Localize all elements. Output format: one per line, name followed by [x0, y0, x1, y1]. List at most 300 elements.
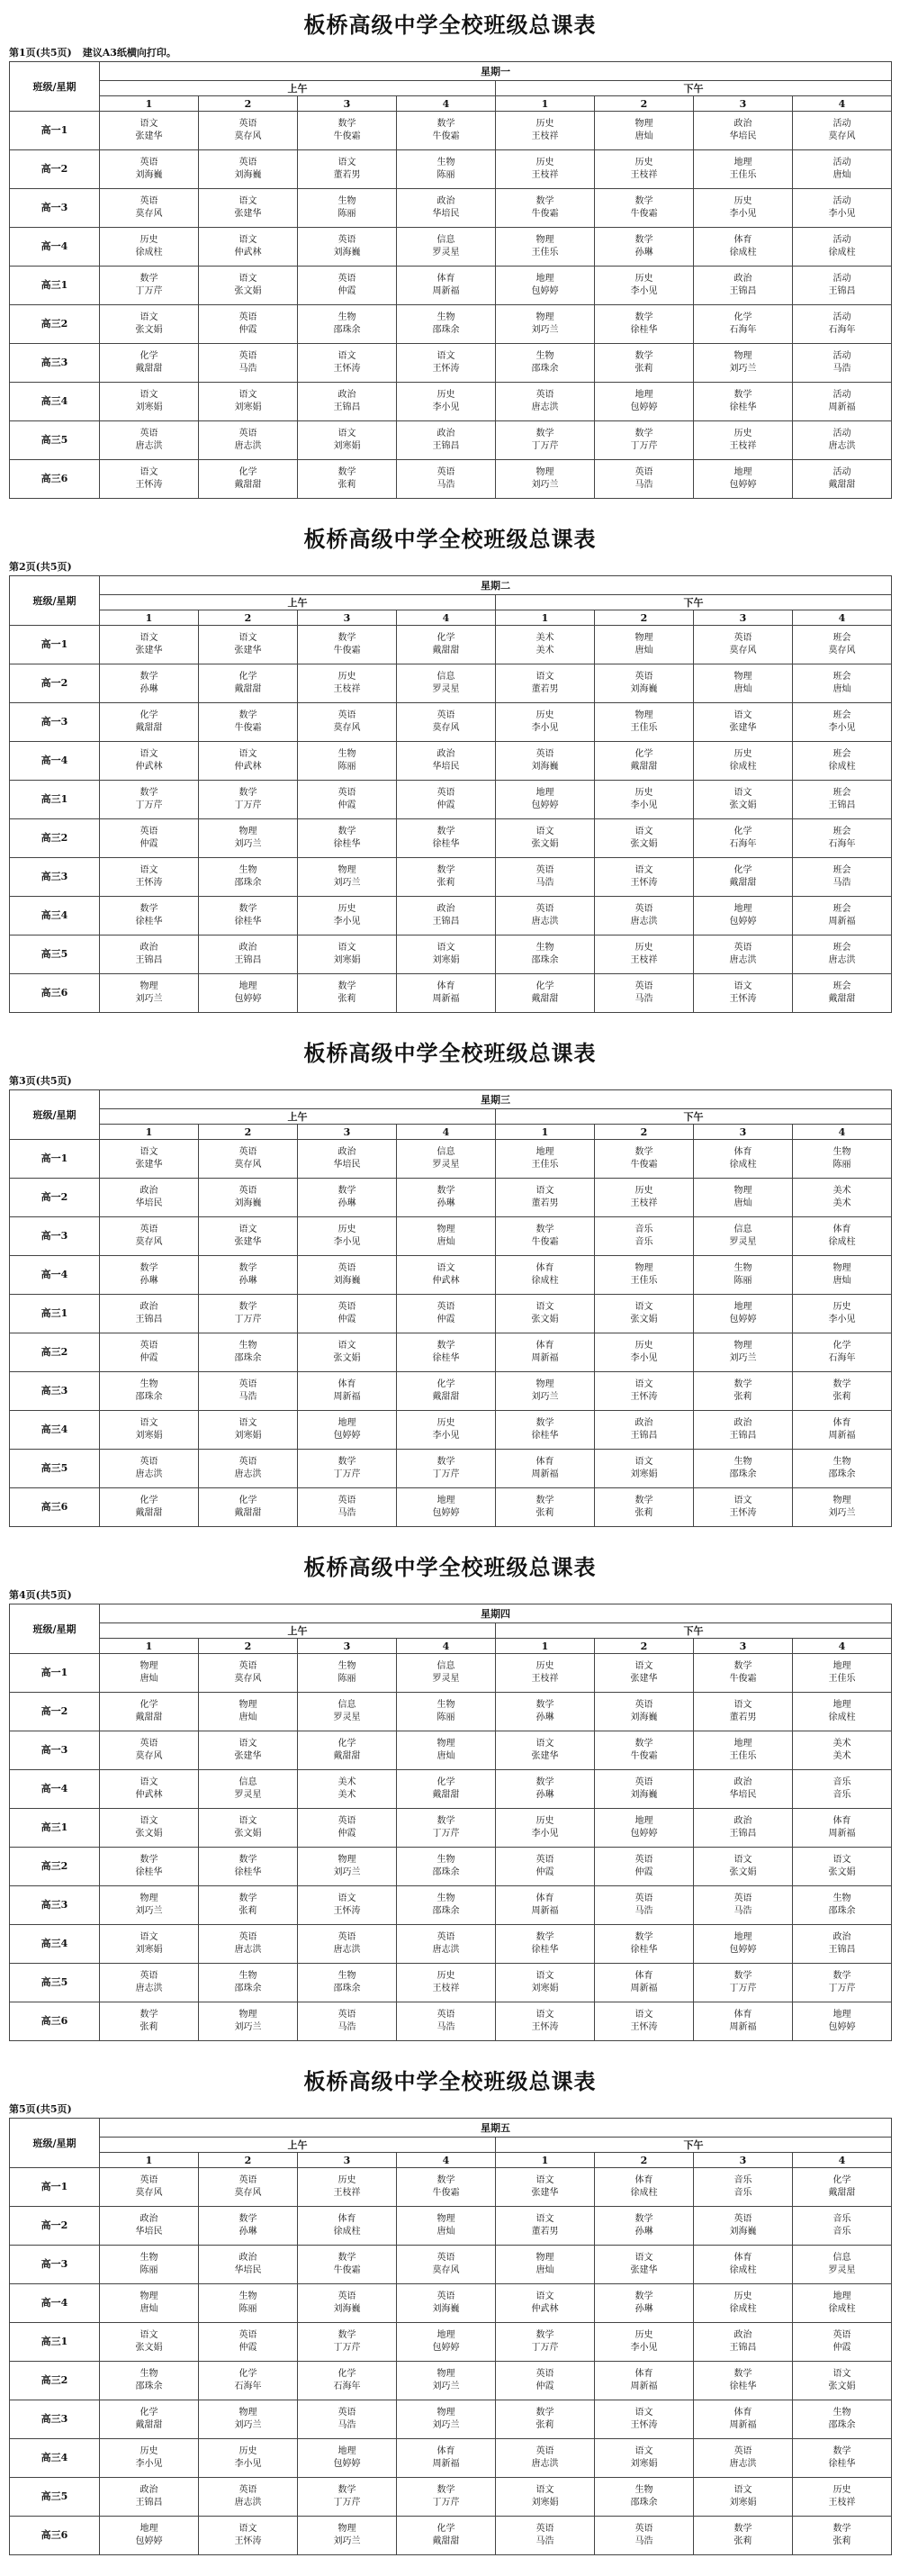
lesson-cell: [298, 703, 397, 742]
class-name: 高三5: [10, 1450, 100, 1488]
teacher: 张文娟: [135, 2343, 163, 2353]
subject: 信息: [238, 1777, 257, 1787]
teacher: 李小见: [630, 286, 658, 296]
subject: 生物: [536, 351, 554, 361]
teacher: 莫存风: [828, 131, 856, 141]
lesson-cell: [298, 2207, 397, 2246]
teacher: 张文娟: [729, 800, 757, 810]
period-number: 2: [595, 1125, 694, 1140]
subject: 活动: [832, 119, 851, 129]
subject: 英语: [140, 196, 158, 206]
lesson-cell: [496, 1179, 595, 1217]
subject: 历史: [634, 2330, 653, 2340]
teacher: 戴甜甜: [135, 1713, 163, 1722]
teacher: 刘寒娟: [234, 1431, 262, 1441]
table-row: [10, 1333, 892, 1372]
teacher: 丁万芹: [531, 2343, 559, 2353]
table-row: [10, 1450, 892, 1488]
subject: 物理: [734, 672, 752, 682]
teacher: 王锦昌: [135, 2498, 163, 2508]
lesson-cell: [496, 781, 595, 819]
subject: 化学: [436, 2524, 455, 2534]
lesson-cell: [100, 1964, 199, 2002]
teacher: 刘海巍: [531, 762, 559, 772]
class-name: 高一2: [10, 1179, 100, 1217]
period-number: 1: [496, 2153, 595, 2168]
teacher: 张文娟: [630, 839, 658, 849]
lesson-cell: [595, 1925, 694, 1964]
lesson-cell: [199, 150, 298, 189]
subject: 历史: [338, 1225, 356, 1234]
lesson-cell: [496, 1925, 595, 1964]
teacher: 马浩: [436, 2022, 455, 2032]
lesson-cell: [298, 2323, 397, 2362]
lesson-cell: [199, 2168, 298, 2207]
subject: 英语: [338, 2408, 356, 2418]
teacher: 莫存风: [828, 646, 856, 655]
subject: 数学: [536, 1932, 554, 1942]
lesson-cell: [100, 1295, 199, 1333]
lesson-cell: [397, 1731, 496, 1770]
subject: 体育: [634, 2369, 653, 2379]
subject: 数学: [832, 1379, 851, 1389]
table-row: [10, 189, 892, 228]
subject: 数学: [634, 429, 653, 438]
lesson-cell: [397, 2362, 496, 2400]
teacher: 丁万芹: [828, 1984, 856, 1993]
teacher: 仲霞: [338, 286, 356, 296]
subject: 化学: [338, 2369, 356, 2379]
subject: 生物: [238, 2291, 257, 2301]
lesson-cell: [595, 858, 694, 897]
subject: 英语: [536, 2446, 554, 2456]
subject: 英语: [832, 2330, 851, 2340]
subject: 历史: [338, 904, 356, 914]
subject: 信息: [436, 1147, 455, 1157]
subject: 音乐: [832, 2214, 851, 2224]
lesson-cell: [793, 1488, 892, 1527]
lesson-cell: [496, 383, 595, 421]
subject: 英语: [436, 788, 455, 798]
teacher: 包婷婷: [630, 1829, 658, 1839]
teacher: 包婷婷: [432, 1508, 460, 1518]
subject: 物理: [734, 351, 752, 361]
lesson-cell: [199, 742, 298, 781]
lesson-cell: [793, 819, 892, 858]
lesson-cell: [199, 1693, 298, 1731]
lesson-cell: [298, 897, 397, 935]
table-row: [10, 2284, 892, 2323]
subject: 历史: [436, 390, 455, 400]
teacher: 周新福: [828, 1431, 856, 1441]
teacher: 邵珠余: [432, 1867, 460, 1877]
subject: 化学: [832, 2175, 851, 2185]
table-row: [10, 344, 892, 383]
teacher: 仲霞: [832, 2343, 851, 2353]
subject: 语文: [634, 827, 653, 836]
teacher: 邵珠余: [234, 1984, 262, 1993]
subject: 体育: [436, 2446, 455, 2456]
lesson-cell: [100, 1411, 199, 1450]
page-number-label: 第5页(共5页): [9, 2103, 72, 2115]
teacher: 刘巧兰: [234, 2420, 262, 2430]
subject: 数学: [238, 2214, 257, 2224]
lesson-cell: [595, 1333, 694, 1372]
teacher: 李小见: [630, 800, 658, 810]
lesson-cell: [694, 2207, 793, 2246]
teacher: 马浩: [238, 364, 257, 374]
subject: 生物: [832, 1457, 851, 1467]
lesson-cell: [595, 2362, 694, 2400]
subject: 班会: [832, 749, 851, 759]
table-row: [10, 1256, 892, 1295]
lesson-cell: [694, 2323, 793, 2362]
teacher: 马浩: [338, 2022, 356, 2032]
lesson-cell: [793, 2323, 892, 2362]
lesson-cell: [199, 1179, 298, 1217]
teacher: 仲武林: [135, 762, 163, 772]
lesson-cell: [397, 1295, 496, 1333]
lesson-cell: [397, 1179, 496, 1217]
table-row: [10, 1372, 892, 1411]
teacher: 周新福: [729, 2420, 757, 2430]
teacher: 莫存风: [333, 723, 361, 733]
teacher: 刘巧兰: [432, 2382, 460, 2391]
subject: 英语: [734, 2214, 752, 2224]
lesson-cell: [595, 383, 694, 421]
lesson-cell: [694, 2002, 793, 2041]
teacher: 刘寒娟: [135, 402, 163, 412]
teacher: 包婷婷: [630, 402, 658, 412]
subject: 语文: [238, 2524, 257, 2534]
lesson-cell: [496, 1848, 595, 1886]
lesson-cell: [793, 267, 892, 305]
subject: 历史: [140, 2446, 158, 2456]
subject: 政治: [734, 1816, 752, 1826]
subject: 语文: [140, 467, 158, 477]
period-number: 4: [397, 610, 496, 626]
subject: 语文: [140, 1147, 158, 1157]
teacher: 王怀涛: [630, 878, 658, 888]
lesson-cell: [298, 2362, 397, 2400]
subject: 英语: [536, 865, 554, 875]
teacher: 包婷婷: [135, 2536, 163, 2546]
lesson-cell: [793, 1372, 892, 1411]
subject: 语文: [140, 119, 158, 129]
teacher: 徐桂华: [729, 402, 757, 412]
subject: 体育: [734, 235, 752, 245]
teacher: 唐志洪: [234, 1469, 262, 1479]
lesson-cell: [199, 1140, 298, 1179]
class-name: 高一3: [10, 1217, 100, 1256]
subject: 英语: [238, 119, 257, 129]
lesson-cell: [793, 742, 892, 781]
subject: 数学: [634, 2214, 653, 2224]
subject: 班会: [832, 633, 851, 643]
teacher: 刘海巍: [234, 170, 262, 180]
teacher: 邵珠余: [531, 955, 559, 965]
table-row: [10, 421, 892, 460]
subject: 数学: [238, 1263, 257, 1273]
subject: 生物: [436, 1855, 455, 1865]
lesson-cell: [397, 112, 496, 150]
table-row: [10, 2323, 892, 2362]
table-row: [10, 1179, 892, 1217]
teacher: 丁万芹: [234, 1315, 262, 1324]
teacher: 孙琳: [634, 2304, 653, 2314]
lesson-cell: [694, 1770, 793, 1809]
lesson-cell: [694, 1179, 793, 1217]
lesson-cell: [397, 1693, 496, 1731]
subject: 语文: [734, 1496, 752, 1505]
teacher: 周新福: [630, 2382, 658, 2391]
lesson-cell: [595, 781, 694, 819]
subject: 英语: [338, 2010, 356, 2020]
teacher: 邵珠余: [333, 1984, 361, 1993]
lesson-cell: [595, 1770, 694, 1809]
table-row: [10, 1925, 892, 1964]
table-row: [10, 742, 892, 781]
subject: 语文: [238, 633, 257, 643]
table-row: [10, 935, 892, 974]
teacher: 石海年: [729, 325, 757, 335]
lesson-cell: [496, 2400, 595, 2439]
class-name: 高三5: [10, 2478, 100, 2517]
class-name: 高三6: [10, 974, 100, 1013]
teacher: 刘巧兰: [531, 480, 559, 490]
lesson-cell: [595, 1886, 694, 1925]
lesson-cell: [100, 2478, 199, 2517]
class-name: 高三1: [10, 1809, 100, 1848]
teacher: 刘海巍: [630, 1713, 658, 1722]
lesson-cell: [595, 1179, 694, 1217]
subject: 政治: [140, 2214, 158, 2224]
teacher: 徐成柱: [729, 248, 757, 258]
class-name: 高三2: [10, 2362, 100, 2400]
subject: 体育: [536, 1341, 554, 1351]
subject: 英语: [238, 312, 257, 322]
teacher: 张莉: [338, 480, 356, 490]
subject: 美术: [832, 1186, 851, 1196]
subject: 地理: [338, 2446, 356, 2456]
lesson-cell: [100, 819, 199, 858]
lesson-cell: [496, 858, 595, 897]
lesson-cell: [496, 664, 595, 703]
lesson-cell: [793, 421, 892, 460]
teacher: 张建华: [630, 1674, 658, 1684]
teacher: 马浩: [338, 2420, 356, 2430]
teacher: 丁万芹: [135, 800, 163, 810]
lesson-cell: [397, 1809, 496, 1848]
lesson-cell: [199, 1256, 298, 1295]
subject: 物理: [140, 1894, 158, 1903]
teacher: 罗灵星: [432, 1160, 460, 1170]
lesson-cell: [199, 1411, 298, 1450]
teacher: 陈丽: [734, 1276, 752, 1286]
subject: 历史: [436, 1971, 455, 1981]
lesson-cell: [793, 2362, 892, 2400]
teacher: 罗灵星: [432, 684, 460, 694]
timetable: [9, 2118, 892, 2555]
subject: 数学: [734, 1971, 752, 1981]
teacher: 张文娟: [234, 286, 262, 296]
teacher: 莫存风: [234, 2188, 262, 2198]
lesson-cell: [199, 228, 298, 267]
subject: 政治: [338, 1147, 356, 1157]
subject: 英语: [536, 2524, 554, 2534]
teacher: 王锦昌: [630, 1431, 658, 1441]
teacher: 王锦昌: [432, 441, 460, 451]
subject: 英语: [238, 158, 257, 167]
teacher: 张莉: [832, 1392, 851, 1402]
subject: 数学: [140, 2010, 158, 2020]
teacher: 仲霞: [634, 1867, 653, 1877]
lesson-cell: [397, 1925, 496, 1964]
subject: 英语: [238, 351, 257, 361]
subject: 地理: [238, 981, 257, 991]
lesson-cell: [595, 150, 694, 189]
teacher: 华培民: [234, 2265, 262, 2275]
teacher: 马浩: [832, 364, 851, 374]
class-name: 高三5: [10, 935, 100, 974]
subject: 语文: [436, 943, 455, 953]
teacher: 张建华: [135, 131, 163, 141]
teacher: 陈丽: [436, 170, 455, 180]
teacher: 王怀涛: [432, 364, 460, 374]
period-number: 2: [199, 96, 298, 112]
subject: 生物: [536, 943, 554, 953]
teacher: 王怀涛: [333, 1906, 361, 1916]
timetable-page: [0, 1548, 900, 2062]
lesson-cell: [199, 1333, 298, 1372]
lesson-cell: [199, 2246, 298, 2284]
teacher: 徐桂华: [630, 325, 658, 335]
teacher: 刘海巍: [729, 2227, 757, 2237]
lesson-cell: [199, 2439, 298, 2478]
teacher: 刘巧兰: [135, 994, 163, 1004]
subject: 历史: [832, 2485, 851, 2495]
teacher: 刘寒娟: [729, 2498, 757, 2508]
teacher: 包婷婷: [234, 994, 262, 1004]
lesson-cell: [694, 2478, 793, 2517]
subject: 体育: [436, 274, 455, 284]
subject: 语文: [140, 1777, 158, 1787]
lesson-cell: [793, 2002, 892, 2041]
teacher: 包婷婷: [729, 1945, 757, 1955]
subject: 语文: [140, 633, 158, 643]
subject: 英语: [436, 2291, 455, 2301]
lesson-cell: [595, 664, 694, 703]
subject: 语文: [634, 2446, 653, 2456]
subject: 历史: [634, 1341, 653, 1351]
subject: 信息: [436, 235, 455, 245]
lesson-cell: [793, 460, 892, 499]
lesson-cell: [100, 267, 199, 305]
page-number-label: 第1页(共5页): [9, 47, 72, 59]
subject: 政治: [634, 1418, 653, 1428]
teacher: 徐成柱: [729, 2304, 757, 2314]
teacher: 邵珠余: [828, 1906, 856, 1916]
class-name: 高三2: [10, 819, 100, 858]
class-name: 高三4: [10, 383, 100, 421]
teacher: 石海年: [828, 1353, 856, 1363]
lesson-cell: [595, 897, 694, 935]
lesson-cell: [397, 150, 496, 189]
period-number: 3: [298, 1639, 397, 1654]
table-row: [10, 150, 892, 189]
teacher: 周新福: [432, 2459, 460, 2469]
lesson-cell: [100, 2168, 199, 2207]
subject: 数学: [436, 1457, 455, 1467]
lesson-cell: [298, 1925, 397, 1964]
teacher: 王怀涛: [630, 2022, 658, 2032]
class-name: 高一3: [10, 703, 100, 742]
timetable-page: [0, 1034, 900, 1548]
teacher: 张莉: [734, 2536, 752, 2546]
teacher: 李小见: [531, 723, 559, 733]
teacher: 刘寒娟: [531, 2498, 559, 2508]
subject: 生物: [140, 1379, 158, 1389]
class-name: 高三6: [10, 1488, 100, 1527]
lesson-cell: [397, 189, 496, 228]
subject: 政治: [734, 119, 752, 129]
lesson-cell: [496, 1333, 595, 1372]
lesson-cell: [298, 1848, 397, 1886]
subject: 语文: [832, 2369, 851, 2379]
subject: 化学: [140, 1496, 158, 1505]
subject: 语文: [536, 1739, 554, 1749]
teacher: 马浩: [634, 994, 653, 1004]
subject: 语文: [238, 1225, 257, 1234]
teacher: 徐成柱: [630, 2188, 658, 2198]
lesson-cell: [298, 2246, 397, 2284]
teacher: 包婷婷: [333, 1431, 361, 1441]
subject: 数学: [338, 2253, 356, 2263]
lesson-cell: [199, 1964, 298, 2002]
lesson-cell: [793, 344, 892, 383]
subject: 物理: [832, 1263, 851, 1273]
teacher: 周新福: [432, 286, 460, 296]
teacher: 张文娟: [531, 1315, 559, 1324]
teacher: 牛俊霜: [234, 723, 262, 733]
subject: 数学: [832, 2446, 851, 2456]
subject: 英语: [338, 274, 356, 284]
lesson-cell: [694, 460, 793, 499]
day-header: 星期三: [100, 1090, 892, 1109]
lesson-cell: [397, 703, 496, 742]
teacher: 王锦昌: [432, 917, 460, 926]
subject: 英语: [338, 1816, 356, 1826]
subject: 地理: [832, 1661, 851, 1671]
lesson-cell: [496, 2246, 595, 2284]
teacher: 唐志洪: [135, 441, 163, 451]
subject: 化学: [734, 827, 752, 836]
subject: 物理: [536, 312, 554, 322]
teacher: 牛俊霜: [333, 2265, 361, 2275]
day-header: 星期五: [100, 2119, 892, 2138]
table-row: [10, 2400, 892, 2439]
teacher: 刘寒娟: [432, 955, 460, 965]
subject: 数学: [734, 1661, 752, 1671]
lesson-cell: [298, 305, 397, 344]
subject: 地理: [832, 2291, 851, 2301]
lesson-cell: [100, 935, 199, 974]
lesson-cell: [793, 2439, 892, 2478]
teacher: 戴甜甜: [630, 762, 658, 772]
teacher: 周新福: [531, 1353, 559, 1363]
lesson-cell: [298, 2284, 397, 2323]
class-name: 高一1: [10, 1140, 100, 1179]
